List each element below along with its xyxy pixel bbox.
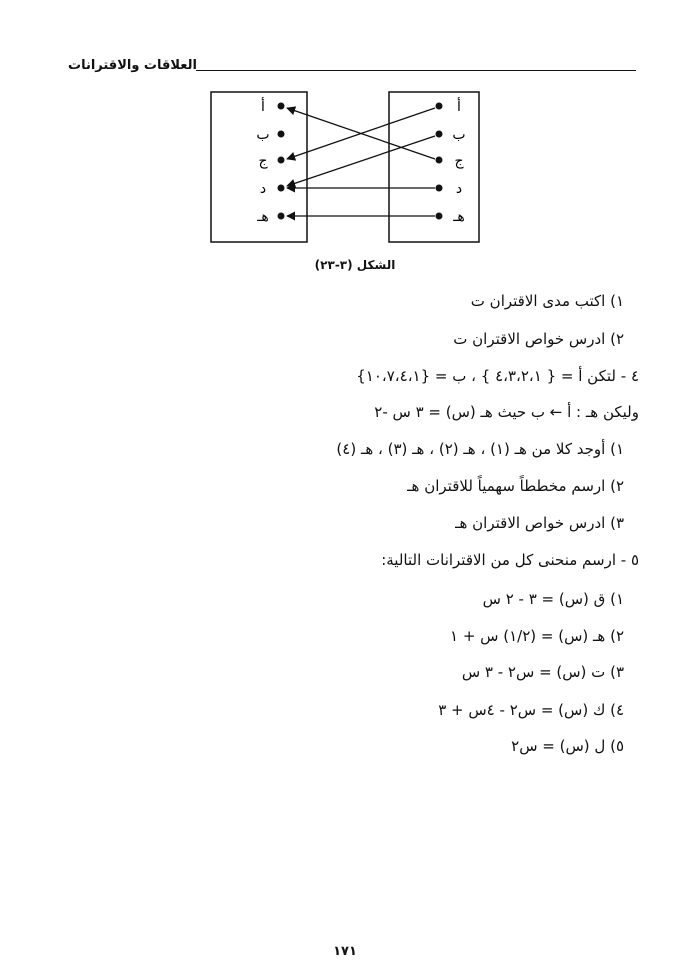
page-number: ١٧١ — [333, 944, 357, 959]
question-line: ٤) ك (س) = س٢ - ٤س + ٣ — [438, 701, 624, 719]
question-line: ٣) ادرس خواص الاقتران هـ — [455, 514, 624, 532]
question-line: ٤ - لتكن أ = { ٤،٣،٢،١ } ، ب = {١٠،٧،٤،١} — [356, 367, 639, 385]
question-line: ٥) ل (س) = س٢ — [511, 737, 624, 755]
right-label-5: هـ — [453, 209, 465, 225]
arrow-diagram — [205, 88, 485, 248]
left-dot-5 — [278, 213, 285, 220]
header-rule — [196, 70, 636, 71]
arrow-2 — [287, 136, 435, 186]
question-line: ٢) ارسم مخططاً سهمياً للاقتران هـ — [407, 477, 624, 495]
question-line: ٢) ادرس خواص الاقتران ت — [453, 330, 624, 348]
right-label-3: ج — [454, 153, 464, 169]
right-set-box — [389, 92, 479, 242]
question-line: ٥ - ارسم منحنى كل من الاقترانات التالية: — [381, 551, 639, 569]
right-dot-4 — [436, 185, 443, 192]
right-label-1: أ — [457, 99, 461, 115]
right-dot-5 — [436, 213, 443, 220]
right-dot-1 — [436, 103, 443, 110]
left-label-5: هـ — [257, 209, 269, 225]
question-line: ١) أوجد كلا من هـ (١) ، هـ (٢) ، هـ (٣) ، هـ (٤) — [336, 440, 624, 458]
left-dot-1 — [278, 103, 285, 110]
right-dot-3 — [436, 157, 443, 164]
left-label-2: ب — [256, 127, 270, 143]
question-line: وليكن هـ : أ ← ب حيث هـ (س) = ٣ س -٢ — [374, 403, 639, 421]
right-dot-2 — [436, 131, 443, 138]
left-label-4: د — [259, 181, 267, 197]
right-label-2: ب — [452, 127, 466, 143]
figure-caption: الشكل (٣-٢٣) — [314, 258, 396, 272]
left-label-1: أ — [261, 99, 265, 115]
question-line: ١) ق (س) = ٣ - ٢ س — [482, 590, 624, 608]
question-line: ١) اكتب مدى الاقتران ت — [470, 292, 624, 310]
left-dot-4 — [278, 185, 285, 192]
right-label-4: د — [455, 181, 463, 197]
left-dot-3 — [278, 157, 285, 164]
chapter-title: العلاقات والاقترانات — [68, 58, 197, 73]
question-line: ٢) هـ (س) = (١/٢) س + ١ — [449, 627, 624, 645]
question-line: ٣) ت (س) = س٢ - ٣ س — [461, 663, 624, 681]
left-dot-2 — [278, 131, 285, 138]
left-label-3: ج — [258, 153, 268, 169]
